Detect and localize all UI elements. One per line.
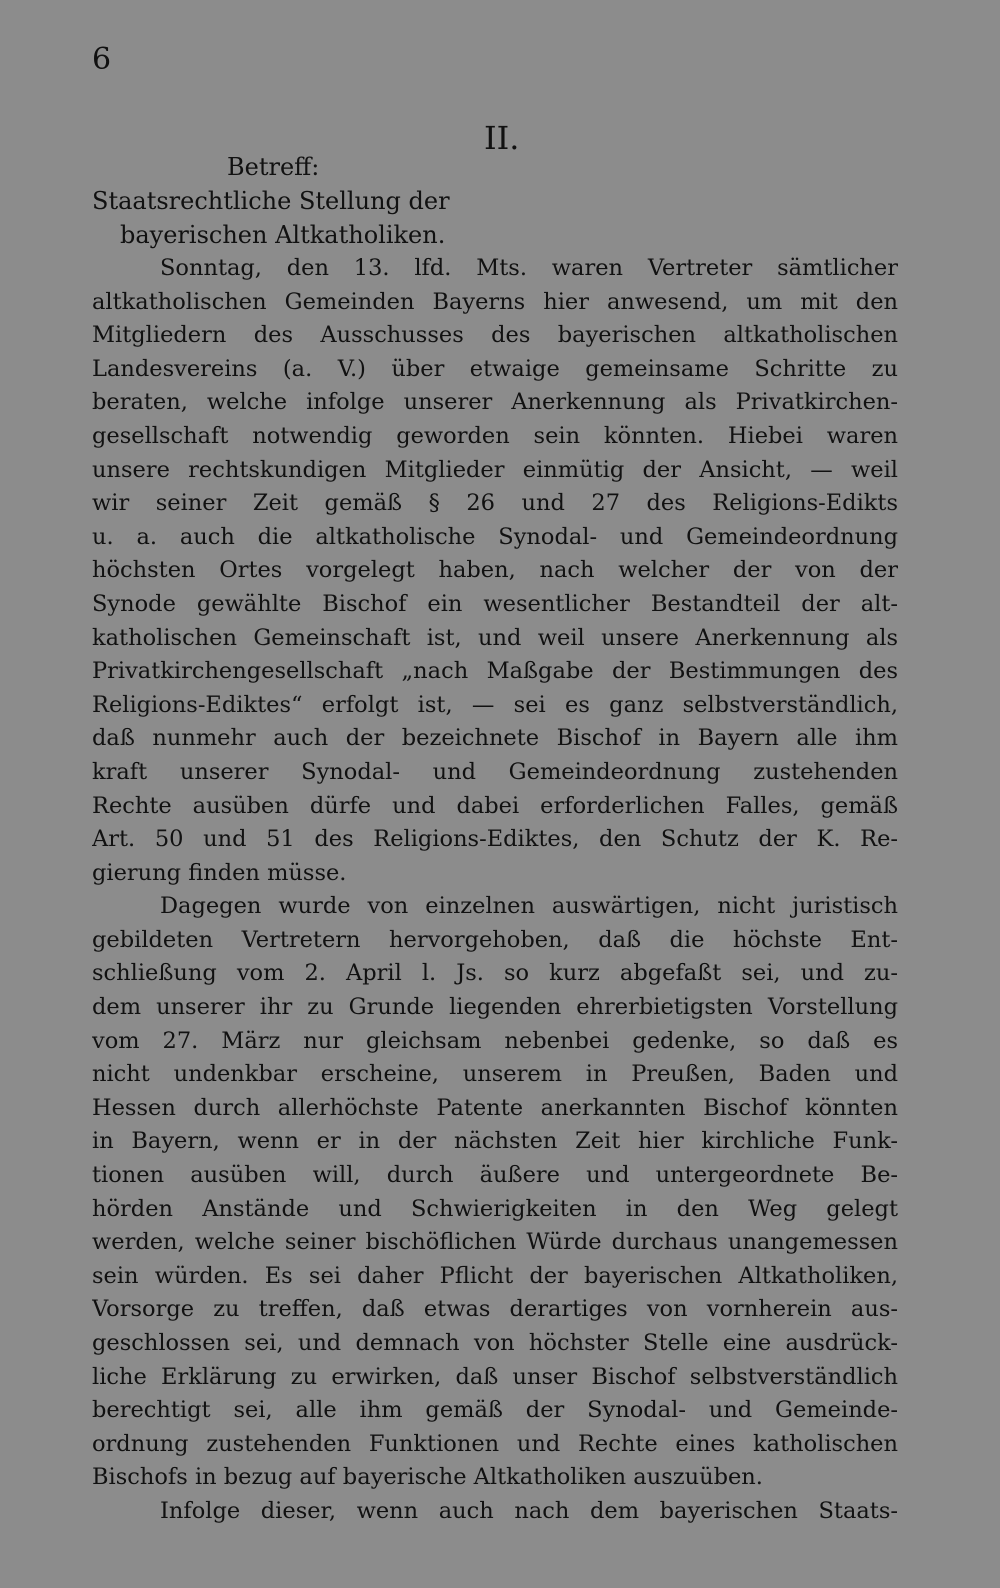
text-line: werden, welche seiner bischöflichen Würde durchaus unangemessen [92, 1229, 898, 1256]
text-line: dem unserer ihr zu Grunde liegenden ehrerbietigsten Vorstellung [92, 994, 898, 1021]
text-line: sein würden. Es sei daher Pflicht der bayerischen Altkatholiken, [92, 1262, 898, 1289]
text-line: schließung vom 2. April l. Js. so kurz abgefaßt sei, und zu- [92, 960, 898, 987]
text-line: katholischen Gemeinschaft ist, und weil unsere Anerkennung als [92, 624, 898, 651]
text-line: Rechte ausüben dürfe und dabei erforderlichen Falles, gemäß [92, 792, 898, 819]
text-line: Art. 50 und 51 des Religions-Ediktes, den Schutz der K. Re- [92, 826, 898, 853]
text-line: liche Erklärung zu erwirken, daß unser Bischof selbstverständlich [92, 1363, 898, 1390]
subject-line-1: Staatsrechtliche Stellung der [92, 187, 450, 215]
text-line: altkatholischen Gemeinden Bayerns hier anwesend, um mit den [92, 288, 898, 315]
text-line: Infolge dieser, wenn auch nach dem bayerischen Staats- [160, 1497, 898, 1524]
text-line: ordnung zustehenden Funktionen und Rechte eines katholischen [92, 1430, 898, 1457]
text-line: gierung finden müsse. [92, 859, 347, 886]
text-line: unsere rechtskundigen Mitglieder einmütig der Ansicht, — weil [92, 456, 898, 483]
text-line: gesellschaft notwendig geworden sein könnten. Hiebei waren [92, 422, 898, 449]
section-number: II. [484, 119, 520, 157]
subject-line-2: bayerischen Altkatholiken. [120, 221, 446, 249]
text-line: Hessen durch allerhöchste Patente anerkannten Bischof könnten [92, 1094, 898, 1121]
text-line: beraten, welche infolge unserer Anerkennung als Privatkirchen- [92, 389, 898, 416]
text-line: tionen ausüben will, durch äußere und untergeordnete Be- [92, 1162, 898, 1189]
text-line: Religions-Ediktes“ erfolgt ist, — sei es ganz selbstverständlich, [92, 691, 898, 718]
text-line: vom 27. März nur gleichsam nebenbei gedenke, so daß es [92, 1027, 898, 1054]
text-line: Synode gewählte Bischof ein wesentlicher Bestandteil der alt- [92, 590, 898, 617]
text-line: gebildeten Vertretern hervorgehoben, daß die höchste Ent- [92, 926, 898, 953]
text-line: Mitgliedern des Ausschusses des bayerischen altkatholischen [92, 322, 898, 349]
text-line: wir seiner Zeit gemäß § 26 und 27 des Religions-Edikts [92, 490, 898, 517]
page-number: 6 [92, 42, 112, 77]
text-line: hörden Anstände und Schwierigkeiten in den Weg gelegt [92, 1195, 898, 1222]
text-line: u. a. auch die altkatholische Synodal- und Gemeindeordnung [92, 523, 898, 550]
text-line: Sonntag, den 13. lfd. Mts. waren Vertreter sämtlicher [160, 255, 898, 281]
body-text [92, 252, 898, 1529]
text-line: Dagegen wurde von einzelnen auswärtigen, nicht juristisch [160, 893, 898, 920]
subject-label: Betreff: [227, 153, 320, 181]
text-line: in Bayern, wenn er in der nächsten Zeit hier kirchliche Funk- [92, 1128, 898, 1155]
text-line: Bischofs in bezug auf bayerische Altkatholiken auszuüben. [92, 1464, 763, 1491]
text-line: nicht undenkbar erscheine, unserem in Preußen, Baden und [92, 1061, 898, 1088]
subject-block [92, 150, 552, 252]
text-line: geschlossen sei, und demnach von höchster Stelle eine ausdrück- [92, 1330, 898, 1356]
text-line: daß nunmehr auch der bezeichnete Bischof in Bayern alle ihm [92, 725, 898, 752]
text-line: Vorsorge zu treffen, daß etwas derartiges von vornherein aus- [92, 1296, 898, 1323]
text-line: kraft unserer Synodal- und Gemeindeordnung zustehenden [92, 758, 898, 785]
text-line: höchsten Ortes vorgelegt haben, nach welcher der von der [92, 557, 898, 584]
text-line: berechtigt sei, alle ihm gemäß der Synodal- und Gemeinde- [92, 1397, 898, 1424]
text-line: Landesvereins (a. V.) über etwaige gemeinsame Schritte zu [92, 355, 898, 382]
text-line: Privatkirchengesellschaft „nach Maßgabe der Bestimmungen des [92, 658, 898, 685]
